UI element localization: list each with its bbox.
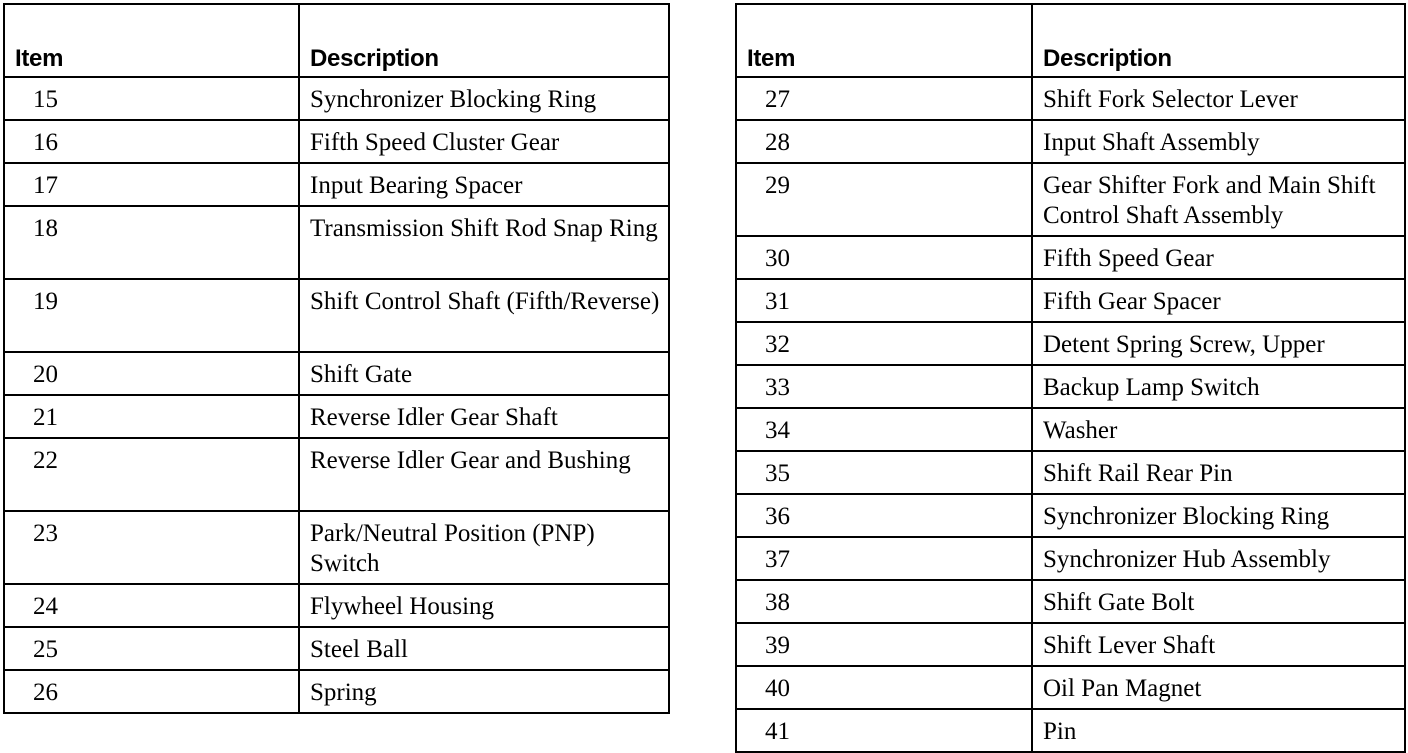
item-number: 29 <box>736 163 1032 236</box>
parts-table-left <box>3 3 670 714</box>
item-number: 31 <box>736 279 1032 322</box>
table-row <box>4 511 669 584</box>
item-number: 24 <box>4 584 299 627</box>
table-row <box>4 279 669 352</box>
item-description: Reverse Idler Gear Shaft <box>299 395 669 438</box>
table-row <box>736 709 1405 752</box>
item-number: 28 <box>736 120 1032 163</box>
item-description: Shift Fork Selector Lever <box>1032 77 1405 120</box>
item-description: Synchronizer Hub Assembly <box>1032 537 1405 580</box>
item-number: 36 <box>736 494 1032 537</box>
item-description: Reverse Idler Gear and Bushing <box>299 438 669 511</box>
item-description: Washer <box>1032 408 1405 451</box>
item-description: Transmission Shift Rod Snap Ring <box>299 206 669 279</box>
description-column-header: Description <box>299 4 669 77</box>
item-number: 40 <box>736 666 1032 709</box>
item-number: 26 <box>4 670 299 713</box>
item-number: 15 <box>4 77 299 120</box>
table-row <box>4 352 669 395</box>
item-description: Backup Lamp Switch <box>1032 365 1405 408</box>
item-description: Oil Pan Magnet <box>1032 666 1405 709</box>
table-row <box>4 438 669 511</box>
item-description: Input Shaft Assembly <box>1032 120 1405 163</box>
table-row <box>4 163 669 206</box>
item-number: 35 <box>736 451 1032 494</box>
header-row <box>736 4 1405 77</box>
item-description: Input Bearing Spacer <box>299 163 669 206</box>
table-row <box>736 236 1405 279</box>
table-row <box>736 537 1405 580</box>
item-number: 39 <box>736 623 1032 666</box>
item-number: 30 <box>736 236 1032 279</box>
item-description: Synchronizer Blocking Ring <box>1032 494 1405 537</box>
table-row <box>736 580 1405 623</box>
parts-table-right <box>735 3 1406 753</box>
table-row <box>4 627 669 670</box>
item-description: Fifth Speed Cluster Gear <box>299 120 669 163</box>
item-description: Flywheel Housing <box>299 584 669 627</box>
item-number: 17 <box>4 163 299 206</box>
table-row <box>736 163 1405 236</box>
item-column-header: Item <box>736 4 1032 77</box>
item-number: 38 <box>736 580 1032 623</box>
description-column-header: Description <box>1032 4 1405 77</box>
item-number: 23 <box>4 511 299 584</box>
item-description: Fifth Gear Spacer <box>1032 279 1405 322</box>
item-number: 41 <box>736 709 1032 752</box>
table-row <box>736 322 1405 365</box>
table-row <box>736 77 1405 120</box>
table-row <box>736 279 1405 322</box>
item-number: 22 <box>4 438 299 511</box>
item-description: Synchronizer Blocking Ring <box>299 77 669 120</box>
item-description: Shift Rail Rear Pin <box>1032 451 1405 494</box>
item-description: Pin <box>1032 709 1405 752</box>
item-description: Detent Spring Screw, Upper <box>1032 322 1405 365</box>
table-row <box>736 408 1405 451</box>
item-number: 27 <box>736 77 1032 120</box>
item-number: 34 <box>736 408 1032 451</box>
item-description: Park/Neutral Position (PNP) Switch <box>299 511 669 584</box>
item-description: Shift Gate <box>299 352 669 395</box>
item-description: Spring <box>299 670 669 713</box>
table-row <box>4 670 669 713</box>
item-description: Fifth Speed Gear <box>1032 236 1405 279</box>
table-row <box>736 120 1405 163</box>
item-number: 21 <box>4 395 299 438</box>
item-number: 16 <box>4 120 299 163</box>
item-number: 25 <box>4 627 299 670</box>
table-row <box>4 206 669 279</box>
item-description: Shift Control Shaft (Fifth/Reverse) <box>299 279 669 352</box>
item-number: 33 <box>736 365 1032 408</box>
item-number: 37 <box>736 537 1032 580</box>
table-row <box>4 395 669 438</box>
item-description: Shift Gate Bolt <box>1032 580 1405 623</box>
table-row <box>736 666 1405 709</box>
table-row <box>4 77 669 120</box>
item-column-header: Item <box>4 4 299 77</box>
item-number: 18 <box>4 206 299 279</box>
table-row <box>736 365 1405 408</box>
table-row <box>4 120 669 163</box>
item-description: Gear Shifter Fork and Main Shift Control Shaft Assembly <box>1032 163 1405 236</box>
table-row <box>736 494 1405 537</box>
table-row <box>736 623 1405 666</box>
table-row <box>4 584 669 627</box>
item-description: Shift Lever Shaft <box>1032 623 1405 666</box>
item-number: 20 <box>4 352 299 395</box>
item-number: 19 <box>4 279 299 352</box>
table-row <box>736 451 1405 494</box>
item-description: Steel Ball <box>299 627 669 670</box>
header-row <box>4 4 669 77</box>
item-number: 32 <box>736 322 1032 365</box>
